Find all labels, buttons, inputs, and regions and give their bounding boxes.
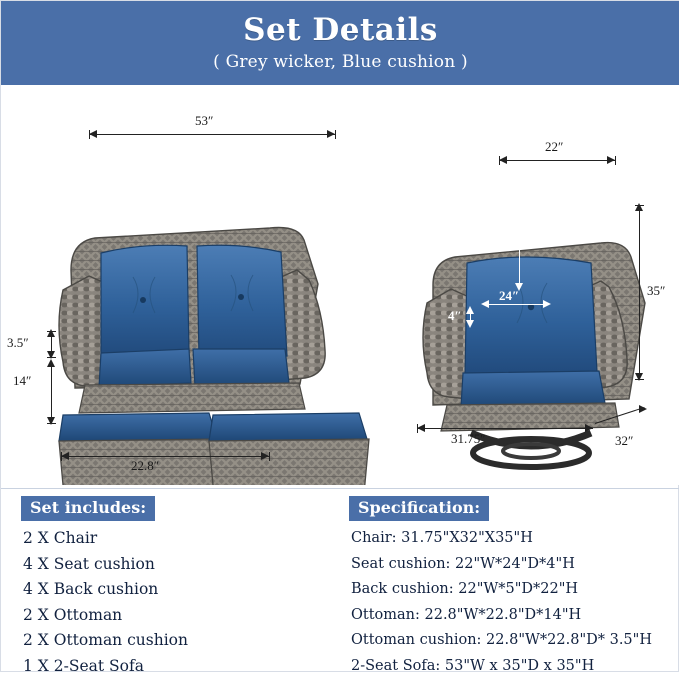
specification-list [351,526,652,679]
list-item: 1 X 2-Seat Sofa [23,654,188,679]
list-item: 4 X Seat cushion [23,552,188,578]
list-item: 2 X Ottoman [23,603,188,629]
dim-line-ottoman-height [51,361,52,423]
dim-arrow-left [499,156,507,164]
set-includes-title: Set includes: [21,496,155,521]
dim-arrow-right [607,156,615,164]
dim-label-sofa-width: 53″ [195,113,213,129]
dim-arrow-left [481,300,489,308]
dim-tick [335,130,336,139]
dim-arrow-right [639,405,647,413]
dim-label-ottoman-height: 14″ [13,373,31,389]
dim-tick [47,331,56,332]
dim-tick [61,452,62,461]
dim-arrow-down [466,320,474,328]
dim-tick [417,424,418,433]
dim-line-chair-top-width [499,160,615,161]
product-illustration [1,85,679,485]
page-header [1,1,679,85]
dim-label-chair-depth: 32″ [615,433,633,449]
dim-tick [269,452,270,461]
list-item: Chair: 31.75"X32"X35"H [351,526,652,552]
dim-arrow-up [47,359,55,367]
dim-line-chair-height [639,205,640,379]
set-includes-list [23,526,188,679]
list-item: Back cushion: 22"W*5"D*22"H [351,577,652,603]
list-item: Ottoman: 22.8"W*22.8"D*14"H [351,603,652,629]
list-item: 4 X Back cushion [23,577,188,603]
dim-line-sofa-width [89,134,335,135]
dim-label-seat-depth: 24″ [499,288,519,304]
dim-line-seat-depth [483,304,549,305]
specification-title: Specification: [349,496,489,521]
list-item: Seat cushion: 22"W*24"D*4"H [351,552,652,578]
dim-tick [635,205,644,206]
dim-tick [615,156,616,165]
dim-label-ottoman-cushion-height: 3.5″ [7,335,29,351]
dim-label-ottoman-width: 22.8″ [131,458,159,474]
dim-tick [635,379,644,380]
dim-tick [89,130,90,139]
furniture-drawing [1,85,679,485]
dim-arrow-right [327,130,335,138]
dim-line-ottoman-width [61,456,269,457]
dim-label-seat-thickness: 4″ [448,308,462,324]
dim-label-back-cushion-height: 22″ [500,217,520,233]
dim-label-chair-top-width: 22″ [545,139,563,155]
dim-tick [47,423,56,424]
section-divider [1,488,679,489]
dim-arrow-right [585,424,593,432]
list-item: Ottoman cushion: 22.8"W*22.8"D* 3.5"H [351,628,652,654]
dim-arrow-up [515,187,523,195]
list-item: 2 X Ottoman cushion [23,628,188,654]
dim-label-chair-height: 35″ [647,283,665,299]
dim-tick [47,357,56,358]
dim-tick [499,156,500,165]
dim-label-chair-width: 31.75″ [451,431,486,447]
list-item: 2-Seat Sofa: 53"W x 35"D x 35"H [351,654,652,679]
list-item: 2 X Chair [23,526,188,552]
dim-line-back-cushion-height [519,189,520,289]
dim-arrow-left [417,424,425,432]
dim-arrow-left [89,130,97,138]
dim-line-chair-width [417,428,593,429]
dim-arrow-right [261,452,269,460]
dim-arrow-right [543,300,551,308]
dim-arrow-left [61,452,69,460]
page-subtitle: ( Grey wicker, Blue cushion ) [213,52,468,72]
page-title: Set Details [243,14,438,47]
dim-arrow-up [466,306,474,314]
